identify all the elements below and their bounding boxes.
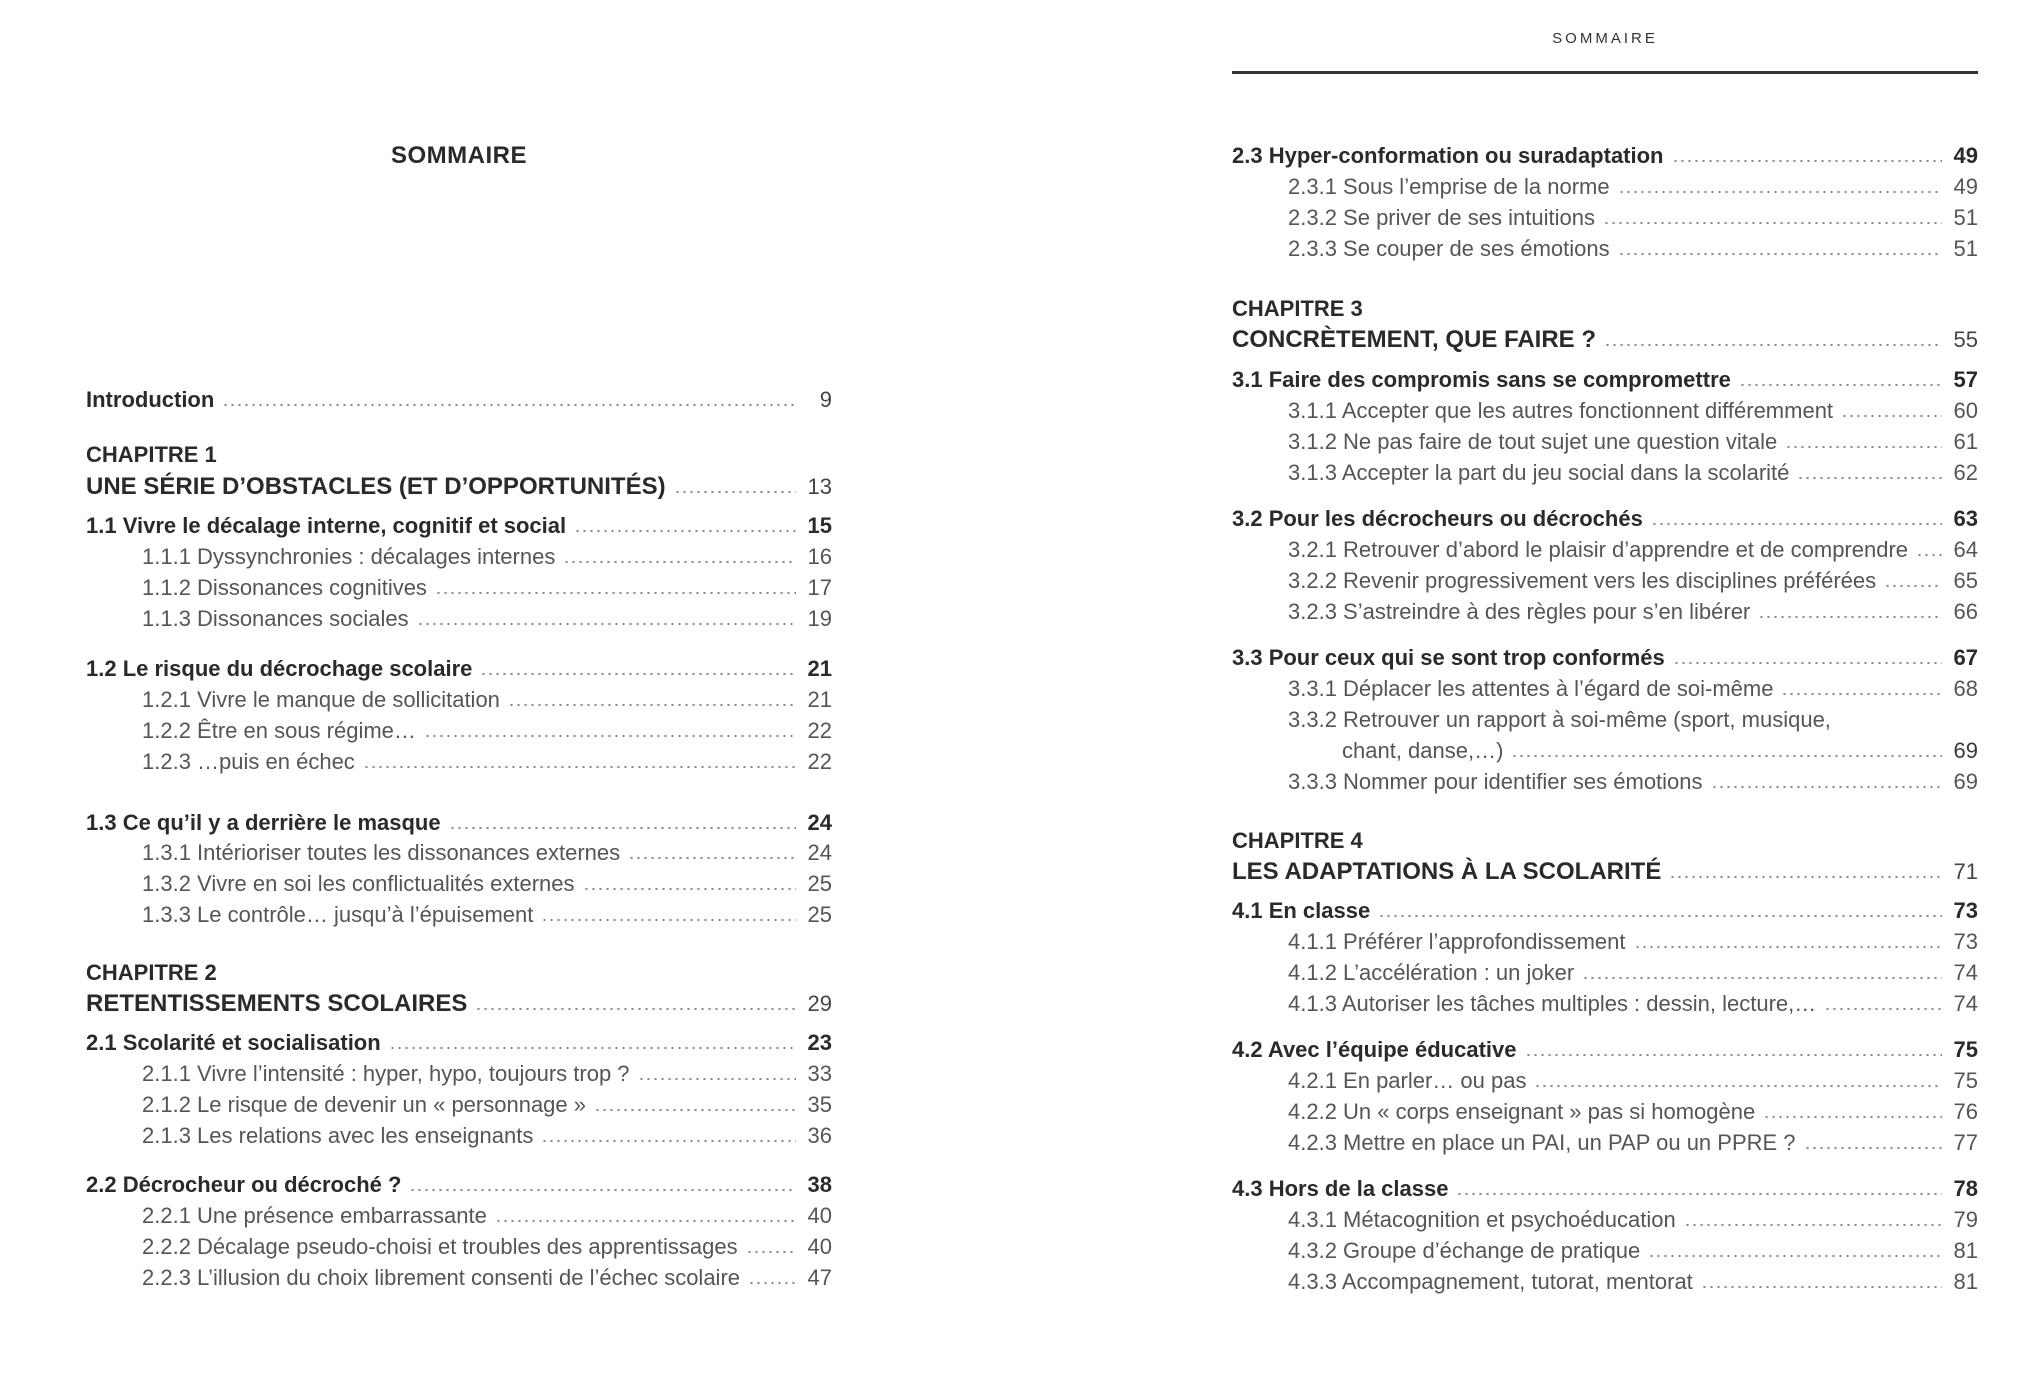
entry-label: 3.2.3 S’astreindre à des règles pour s’en libérer (1288, 599, 1751, 624)
dot-leader (389, 1046, 796, 1050)
toc-section[interactable] (86, 1168, 832, 1198)
toc-subsection-continuation[interactable] (1232, 734, 1978, 764)
dot-leader (1378, 914, 1942, 918)
page-number: 49 (1953, 143, 1978, 168)
toc-subsection[interactable] (86, 1088, 832, 1118)
entry-label: 4.1.1 Préférer l’approfondissement (1288, 929, 1626, 954)
page-number: 71 (1953, 859, 1978, 884)
dot-leader (1804, 1146, 1942, 1150)
page-number: 79 (1953, 1207, 1978, 1232)
toc-subsection[interactable] (86, 898, 832, 928)
page-number: 63 (1953, 506, 1978, 531)
entry-label: 3.3.1 Déplacer les attentes à l’égard de soi-même (1288, 676, 1774, 701)
toc-subsection[interactable] (86, 1261, 832, 1291)
entry-label: 2.1.1 Vivre l’intensité : hyper, hypo, toujours trop ? (142, 1061, 630, 1086)
dot-leader (594, 1108, 796, 1112)
dot-leader (495, 1219, 796, 1223)
toc-subsection[interactable] (1232, 425, 1978, 455)
toc-subsection[interactable] (1232, 765, 1978, 795)
entry-label: 1.3.3 Le contrôle… jusqu’à l’épuisement (142, 902, 534, 927)
dot-leader (480, 672, 796, 676)
page-number: 69 (1953, 769, 1978, 794)
entry-label: 4.2 Avec l’équipe éducative (1232, 1037, 1517, 1062)
dot-leader (1916, 553, 1942, 557)
toc-subsection[interactable] (86, 1119, 832, 1149)
toc-subsection[interactable] (86, 836, 832, 866)
dot-leader (1672, 159, 1943, 163)
chapter-label: CHAPITRE 2 (86, 960, 217, 985)
page-number: 75 (1953, 1037, 1978, 1062)
toc-subsection[interactable] (1232, 170, 1978, 200)
dot-leader (1456, 1192, 1942, 1196)
dot-leader (1797, 476, 1942, 480)
dot-leader (541, 1139, 796, 1143)
toc-subsection[interactable] (1232, 394, 1978, 424)
entry-label: 2.2 Décrocheur ou décroché ? (86, 1172, 402, 1197)
page-number: 76 (1953, 1099, 1978, 1124)
toc-subsection[interactable] (1232, 564, 1978, 594)
page-number: 65 (1953, 568, 1978, 593)
dot-leader (1618, 190, 1942, 194)
toc-section[interactable] (86, 1026, 832, 1056)
dot-leader (1684, 1223, 1942, 1227)
toc-chapter-title[interactable] (86, 470, 832, 500)
page-number: 66 (1953, 599, 1978, 624)
toc-subsection[interactable] (86, 683, 832, 713)
dot-leader (1739, 383, 1942, 387)
dot-leader (409, 1188, 796, 1192)
entry-label: 4.3 Hors de la classe (1232, 1176, 1449, 1201)
toc-introduction[interactable] (86, 383, 832, 413)
page-number: 74 (1953, 991, 1978, 1016)
entry-label: 2.3 Hyper-conformation ou suradaptation (1232, 143, 1664, 168)
dot-leader (449, 826, 796, 830)
dot-leader (508, 703, 796, 707)
toc-subsection[interactable] (1232, 1095, 1978, 1125)
toc-subsection[interactable] (1232, 533, 1978, 563)
dot-leader (1604, 343, 1942, 347)
dot-leader (1781, 692, 1942, 696)
page-number: 67 (1953, 645, 1978, 670)
entry-label: UNE SÉRIE D’OBSTACLES (ET D’OPPORTUNITÉS) (86, 473, 666, 500)
entry-label: 3.1.2 Ne pas faire de tout sujet une question vitale (1288, 429, 1778, 454)
dot-leader (1841, 414, 1942, 418)
page-number: 16 (807, 544, 832, 569)
page-number: 24 (807, 840, 832, 865)
toc-section[interactable] (1232, 1172, 1978, 1202)
page-number: 29 (807, 991, 832, 1016)
page-number: 9 (819, 387, 832, 412)
entry-label: 4.2.2 Un « corps enseignant » pas si homogène (1288, 1099, 1756, 1124)
entry-label: 1.2.2 Être en sous régime… (142, 718, 416, 743)
dot-leader (574, 529, 796, 533)
dot-leader (417, 622, 796, 626)
right-page (1232, 0, 1978, 1385)
entry-label: 2.2.2 Décalage pseudo-choisi et troubles des apprentissages (142, 1234, 738, 1259)
dot-leader (1884, 584, 1942, 588)
entry-label: 1.2 Le risque du décrochage scolaire (86, 656, 473, 681)
toc-subsection[interactable] (1232, 1234, 1978, 1264)
dot-leader (1525, 1053, 1943, 1057)
entry-label: 1.1.3 Dissonances sociales (142, 606, 409, 631)
toc-subsection[interactable] (86, 1057, 832, 1087)
dot-leader (1701, 1285, 1942, 1289)
dot-leader (1534, 1084, 1942, 1088)
dot-leader (222, 403, 796, 407)
page-number: 17 (807, 575, 832, 600)
page-number: 64 (1953, 537, 1978, 562)
entry-label: 4.2.1 En parler… ou pas (1288, 1068, 1527, 1093)
page-number: 19 (807, 606, 832, 631)
entry-label: 4.1.2 L’accélération : un joker (1288, 960, 1575, 985)
toc-subsection[interactable] (86, 1199, 832, 1229)
toc-subsection[interactable] (1232, 956, 1978, 986)
chapter-label: CHAPITRE 4 (1232, 828, 1363, 853)
toc-subsection[interactable] (86, 714, 832, 744)
dot-leader (1669, 875, 1942, 879)
toc-subsection[interactable] (1232, 1203, 1978, 1233)
entry-label: 2.1.3 Les relations avec les enseignants (142, 1123, 534, 1148)
page-number: 60 (1953, 398, 1978, 423)
page-number: 57 (1953, 367, 1978, 392)
page-number: 73 (1953, 929, 1978, 954)
dot-leader (475, 1007, 796, 1011)
toc-chapter-title[interactable] (1232, 323, 1978, 353)
page-number: 22 (807, 718, 832, 743)
header-rule (1232, 71, 1978, 74)
page-number: 40 (807, 1234, 832, 1259)
toc-subsection[interactable] (1232, 595, 1978, 625)
entry-label: 4.2.3 Mettre en place un PAI, un PAP ou un PPRE ? (1288, 1130, 1796, 1155)
page-number: 33 (807, 1061, 832, 1086)
entry-label: 2.3.1 Sous l’emprise de la norme (1288, 174, 1610, 199)
page-number: 74 (1953, 960, 1978, 985)
entry-label: 2.1 Scolarité et socialisation (86, 1030, 381, 1055)
page-number: 35 (807, 1092, 832, 1117)
entry-label: 2.2.1 Une présence embarrassante (142, 1203, 487, 1228)
entry-label: 1.3.1 Intérioriser toutes les dissonances externes (142, 840, 621, 865)
page-number: 38 (807, 1172, 832, 1197)
toc-section[interactable] (1232, 139, 1978, 169)
entry-label: 2.1.2 Le risque de devenir un « personnage » (142, 1092, 586, 1117)
toc-subsection[interactable] (1232, 925, 1978, 955)
entry-label: 2.3.3 Se couper de ses émotions (1288, 236, 1610, 261)
toc-subsection[interactable] (86, 745, 832, 775)
toc-subsection[interactable] (1232, 1126, 1978, 1156)
toc-subsection[interactable] (1232, 232, 1978, 262)
page-number: 21 (807, 656, 832, 681)
dot-leader (1673, 661, 1942, 665)
toc-subsection[interactable] (1232, 672, 1978, 702)
dot-leader (1711, 785, 1942, 789)
page-number: 13 (807, 474, 832, 499)
dot-leader (363, 765, 796, 769)
toc-subsection[interactable] (1232, 456, 1978, 486)
entry-label: 4.3.3 Accompagnement, tutorat, mentorat (1288, 1269, 1693, 1294)
entry-label: 4.3.2 Groupe d’échange de pratique (1288, 1238, 1641, 1263)
entry-label: chant, danse,…) (1342, 738, 1504, 763)
toc-section[interactable] (86, 806, 832, 836)
entry-label: 3.3 Pour ceux qui se sont trop conformés (1232, 645, 1665, 670)
entry-label: 2.2.3 L’illusion du choix librement consenti de l’échec scolaire (142, 1265, 741, 1290)
entry-label: 1.1.2 Dissonances cognitives (142, 575, 427, 600)
entry-label: LES ADAPTATIONS À LA SCOLARITÉ (1232, 858, 1662, 885)
toc-section[interactable] (1232, 894, 1978, 924)
entry-label: 4.1 En classe (1232, 898, 1371, 923)
page-number: 77 (1953, 1130, 1978, 1155)
dot-leader (1824, 1007, 1942, 1011)
toc-subsection[interactable] (1232, 201, 1978, 231)
entry-label: 1.2.1 Vivre le manque de sollicitation (142, 687, 500, 712)
entry-label: 1.1.1 Dyssynchronies : décalages internes (142, 544, 556, 569)
entry-label: 4.1.3 Autoriser les tâches multiples : dessin, lecture,… (1288, 991, 1817, 1016)
toc-section[interactable] (1232, 641, 1978, 671)
entry-label: 1.3.2 Vivre en soi les conflictualités externes (142, 871, 575, 896)
dot-leader (1763, 1115, 1942, 1119)
page-number: 61 (1953, 429, 1978, 454)
toc-subsection[interactable] (86, 1230, 832, 1260)
chapter-label: CHAPITRE 3 (1232, 296, 1363, 321)
page-number: 69 (1953, 738, 1978, 763)
page-number: 51 (1953, 236, 1978, 261)
entry-label: 4.3.1 Métacognition et psychoéducation (1288, 1207, 1676, 1232)
toc-subsection[interactable] (86, 602, 832, 632)
entry-label: 3.3.3 Nommer pour identifier ses émotions (1288, 769, 1703, 794)
dot-leader (746, 1250, 796, 1254)
dot-leader (1651, 522, 1942, 526)
toc-chapter-title[interactable] (86, 987, 832, 1017)
page-number: 51 (1953, 205, 1978, 230)
toc-subsection[interactable] (86, 867, 832, 897)
page-number: 15 (807, 513, 832, 538)
page-number: 40 (807, 1203, 832, 1228)
page-number: 49 (1953, 174, 1978, 199)
entry-label: 3.3.2 Retrouver un rapport à soi-même (sport, musique, (1288, 707, 1831, 732)
dot-leader (1758, 615, 1942, 619)
page-title: SOMMAIRE (391, 142, 527, 169)
toc-section[interactable] (1232, 1033, 1978, 1063)
chapter-label: CHAPITRE 1 (86, 442, 217, 467)
dot-leader (1582, 976, 1942, 980)
page-number: 55 (1953, 327, 1978, 352)
toc-subsection[interactable] (86, 571, 832, 601)
toc-subsection[interactable] (1232, 1265, 1978, 1295)
dot-leader (435, 591, 796, 595)
toc-section[interactable] (1232, 363, 1978, 393)
dot-leader (1618, 252, 1942, 256)
entry-label: 3.1.1 Accepter que les autres fonctionnent différemment (1288, 398, 1834, 423)
toc-section[interactable] (86, 509, 832, 539)
dot-leader (1511, 754, 1942, 758)
left-page (86, 0, 832, 1385)
page-number: 23 (807, 1030, 832, 1055)
dot-leader (1648, 1254, 1942, 1258)
dot-leader (674, 490, 796, 494)
toc-subsection[interactable] (86, 540, 832, 570)
page-number: 78 (1953, 1176, 1978, 1201)
toc-subsection[interactable] (1232, 703, 1978, 733)
entry-label: 1.1 Vivre le décalage interne, cognitif et social (86, 513, 567, 538)
toc-subsection[interactable] (1232, 987, 1978, 1017)
page-number: 75 (1953, 1068, 1978, 1093)
entry-label: Introduction (86, 387, 215, 412)
page-number: 68 (1953, 676, 1978, 701)
page-number: 62 (1953, 460, 1978, 485)
page-number: 21 (807, 687, 832, 712)
entry-label: 1.3 Ce qu’il y a derrière le masque (86, 810, 441, 835)
dot-leader (583, 887, 797, 891)
running-head: SOMMAIRE (1552, 30, 1658, 47)
entry-label: 2.3.2 Se priver de ses intuitions (1288, 205, 1595, 230)
page-number: 25 (807, 902, 832, 927)
entry-label: RETENTISSEMENTS SCOLAIRES (86, 990, 468, 1017)
page-number: 25 (807, 871, 832, 896)
toc-chapter-title[interactable] (1232, 855, 1978, 885)
dot-leader (563, 560, 796, 564)
dot-leader (1603, 221, 1942, 225)
entry-label: 3.1.3 Accepter la part du jeu social dans la scolarité (1288, 460, 1790, 485)
dot-leader (541, 918, 796, 922)
page-number: 73 (1953, 898, 1978, 923)
entry-label: 3.2 Pour les décrocheurs ou décrochés (1232, 506, 1643, 531)
dot-leader (628, 856, 796, 860)
dot-leader (424, 734, 796, 738)
page-number: 36 (807, 1123, 832, 1148)
toc-section[interactable] (86, 652, 832, 682)
dot-leader (748, 1281, 796, 1285)
page-number: 81 (1953, 1238, 1978, 1263)
page-number: 24 (807, 810, 832, 835)
entry-label: CONCRÈTEMENT, QUE FAIRE ? (1232, 326, 1597, 353)
entry-label: 3.2.1 Retrouver d’abord le plaisir d’apprendre et de comprendre (1288, 537, 1909, 562)
dot-leader (1634, 945, 1942, 949)
entry-label: 3.2.2 Revenir progressivement vers les disciplines préférées (1288, 568, 1877, 593)
page-number: 47 (807, 1265, 832, 1290)
entry-label: 3.1 Faire des compromis sans se compromettre (1232, 367, 1731, 392)
entry-label: 1.2.3 …puis en échec (142, 749, 355, 774)
page-number: 22 (807, 749, 832, 774)
dot-leader (638, 1077, 796, 1081)
dot-leader (1785, 445, 1942, 449)
toc-subsection[interactable] (1232, 1064, 1978, 1094)
page-number: 81 (1953, 1269, 1978, 1294)
toc-section[interactable] (1232, 502, 1978, 532)
